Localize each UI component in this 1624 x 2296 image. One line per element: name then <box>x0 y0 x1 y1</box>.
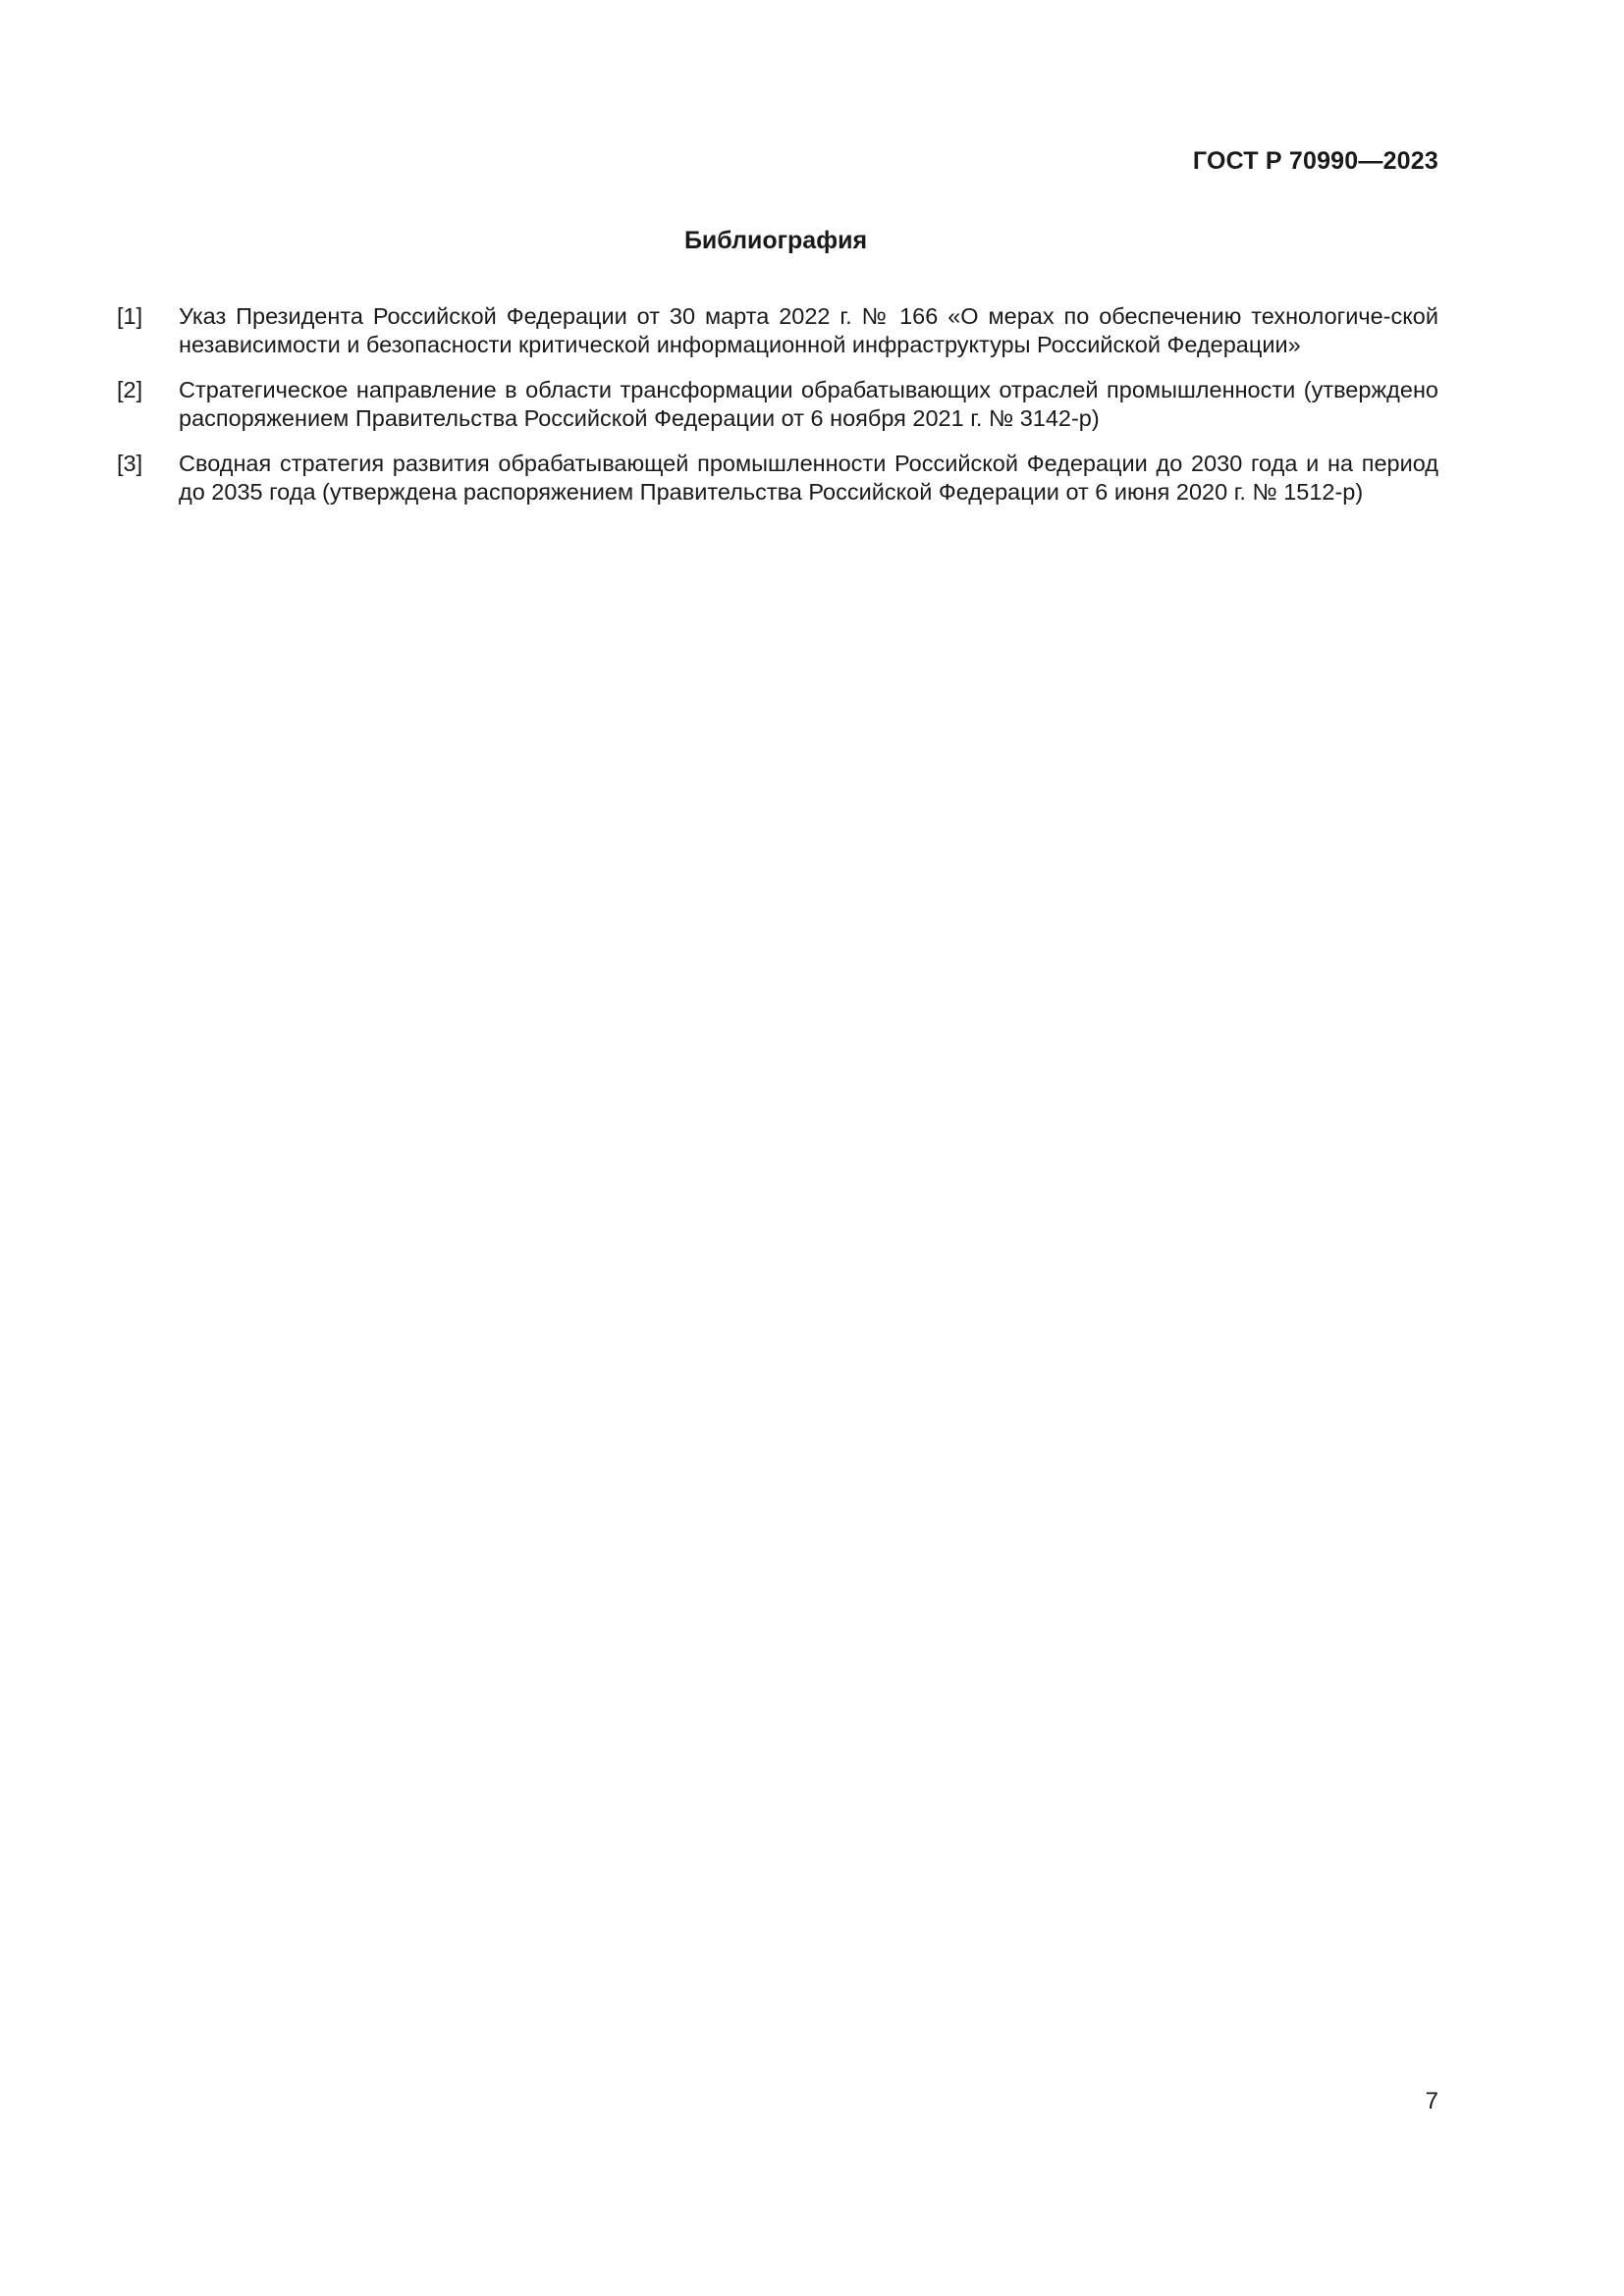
bibliography-item-text: Стратегическое направление в области трансформации обрабатывающих отраслей промышленности (утверждено распоряжением Правительства Российской Федерации от 6 ноября 2021 г. № 3142-р) <box>179 377 1438 431</box>
section-title: Библиография <box>683 227 868 254</box>
bibliography-item-text: Сводная стратегия развития обрабатывающей промышленности Российской Федерации до 2030 года и на период до 2035 года (утверждена распоряжением Правительства Российской Федерации от 6 июня 2020 г. № 1512-р) <box>179 451 1438 505</box>
bibliography-item-text: Указ Президента Российской Федерации от 30 марта 2022 г. № 166 «О мерах по обеспечению технологиче-ской независимости и безопасности критической информационной инфраструктуры Российской Федерации» <box>179 303 1438 357</box>
bibliography-item <box>117 376 1438 433</box>
bibliography-item-number: [3] <box>117 451 143 476</box>
bibliography-item-number: [1] <box>117 303 143 329</box>
bibliography-list <box>117 302 1438 523</box>
document-code: ГОСТ Р 70990—2023 <box>1192 147 1438 175</box>
bibliography-item <box>117 450 1438 507</box>
bibliography-item-number: [2] <box>117 377 143 402</box>
page-number: 7 <box>1425 2088 1438 2114</box>
bibliography-item <box>117 302 1438 359</box>
